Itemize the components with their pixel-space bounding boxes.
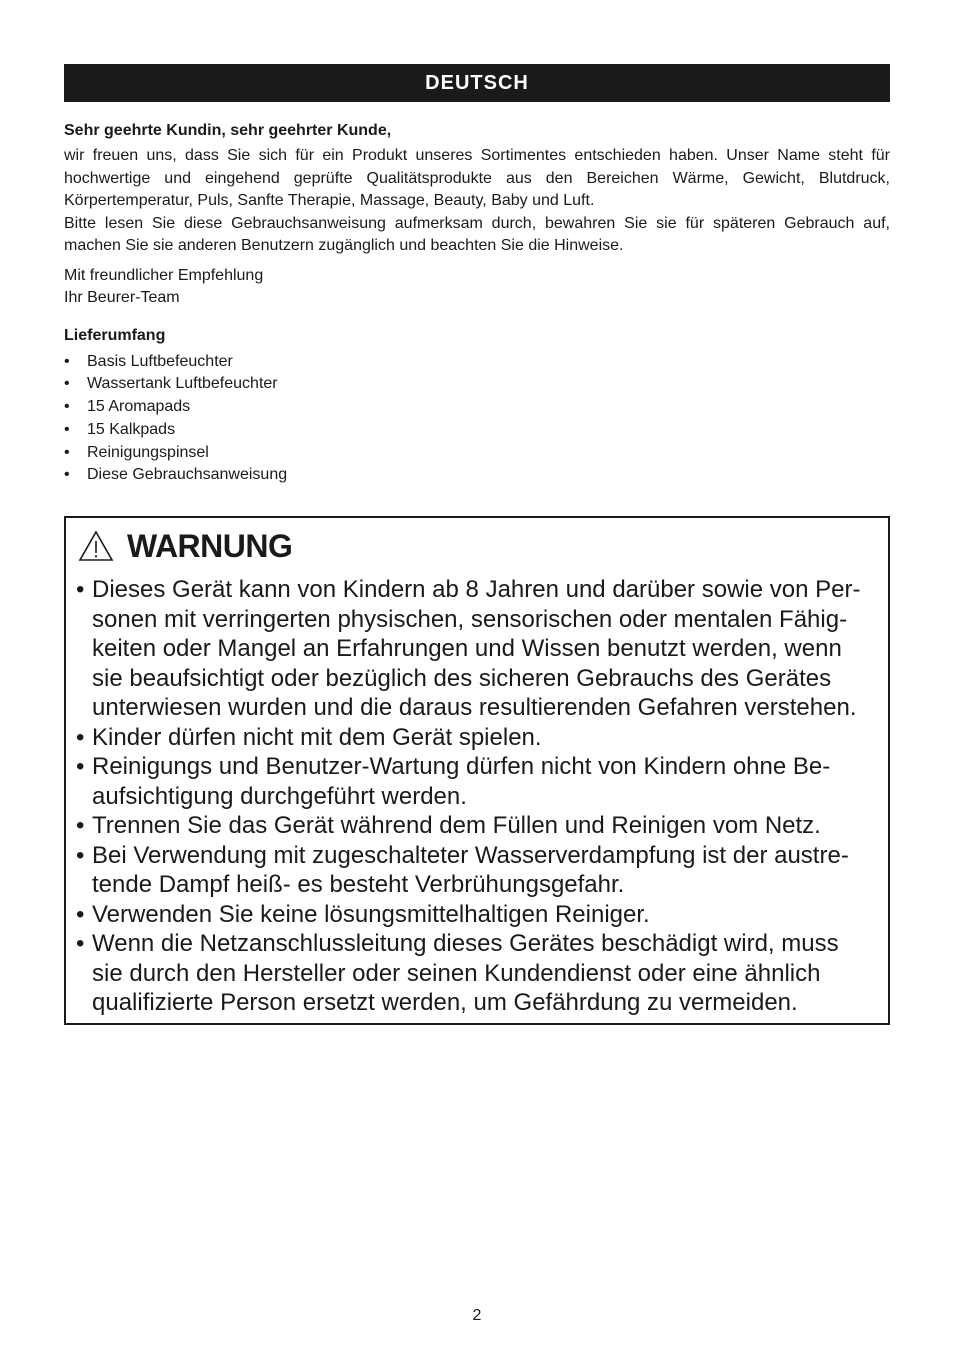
bullet-icon: • <box>76 753 85 780</box>
list-item: • Wassertank Luftbefeuchter <box>64 373 890 396</box>
scope-of-delivery-list <box>64 351 890 488</box>
warning-item: • Dieses Gerät kann von Kindern ab 8 Jahren und darüber sowie von Per- sonen mit verringerten physischen, sensorischen oder mentalen Fähig- keiten oder Mangel an Erfahrungen und Wissen benutzt werden, wenn sie beaufsichtigt oder bezüglich des sicheren Gebrauchs des Gerätes unterwiesen wurden und die daraus resultierenden Gefahren verstehen. <box>76 576 861 721</box>
warning-title: WARNUNG <box>127 528 293 564</box>
warning-item: • Reinigungs und Benutzer-Wartung dürfen nicht von Kindern ohne Be- aufsichtigung durchgeführt werden. <box>76 753 831 810</box>
warning-header <box>78 526 292 566</box>
bullet-icon: • <box>76 576 85 603</box>
letter-salutation: Sehr geehrte Kundin, sehr geehrter Kunde, <box>64 122 392 139</box>
language-header-bar: DEUTSCH <box>64 64 890 102</box>
list-item: • 15 Aromapads <box>64 396 890 419</box>
list-item: • Reinigungspinsel <box>64 442 890 465</box>
bullet-icon: • <box>64 398 70 416</box>
warning-item: • Verwenden Sie keine lösungsmittelhaltigen Reiniger. <box>76 900 650 928</box>
bullet-icon: • <box>76 812 85 839</box>
warning-box <box>64 516 890 1025</box>
list-item: • 15 Kalkpads <box>64 419 890 442</box>
list-item: • Diese Gebrauchsanweisung <box>64 464 890 487</box>
warning-item: • Kinder dürfen nicht mit dem Gerät spielen. <box>76 723 542 751</box>
warning-list <box>76 575 876 1018</box>
closing-greeting: Mit freundlicher Empfehlung <box>64 266 264 284</box>
bullet-icon: • <box>64 443 70 461</box>
letter-closing <box>64 265 890 310</box>
page-content <box>64 64 890 487</box>
bullet-icon: • <box>76 900 85 928</box>
bullet-icon: • <box>64 420 70 438</box>
bullet-icon: • <box>64 466 70 484</box>
list-item: • Basis Luftbefeuchter <box>64 351 890 374</box>
bullet-icon: • <box>76 930 85 957</box>
letter-intro <box>64 145 890 258</box>
closing-signature: Ihr Beurer-Team <box>64 289 180 306</box>
scope-of-delivery-title: Lieferumfang <box>64 326 166 344</box>
intro-paragraph: Bitte lesen Sie diese Gebrauchsanweisung aufmerksam durch, bewahren Sie sie für späteren Gebrauch auf, machen Sie sie anderen Benutzern zugänglich und beachten Sie die Hinweise. <box>64 214 890 254</box>
warning-item: • Bei Verwendung mit zugeschalteter Wasserverdampfung ist der austre- tende Dampf heiß- es besteht Verbrühungsgefahr. <box>76 841 849 898</box>
intro-paragraph: wir freuen uns, dass Sie sich für ein Produkt unseres Sortimentes entschieden haben. Unser Name steht für hochwertige und eingehend geprüfte Qualitätsprodukte aus den Bereichen Wärme, Gewicht, Blutdruck, Körpertemperatur, Puls, Sanfte Therapie, Massage, Beauty, Baby und Luft. <box>64 147 890 209</box>
bullet-icon: • <box>76 723 85 751</box>
warning-item: • Trennen Sie das Gerät während dem Füllen und Reinigen vom Netz. <box>76 812 821 839</box>
warning-triangle-icon <box>78 530 114 562</box>
bullet-icon: • <box>64 375 70 393</box>
bullet-icon: • <box>64 352 70 370</box>
bullet-icon: • <box>76 841 85 869</box>
page-number: 2 <box>472 1307 482 1324</box>
warning-item: • Wenn die Netzanschlussleitung dieses Gerätes beschädigt wird, muss sie durch den Hersteller oder seinen Kundendienst oder eine ähnlich qualifizierte Person ersetzt werden, um Gefährdung zu vermeiden. <box>76 930 839 1016</box>
